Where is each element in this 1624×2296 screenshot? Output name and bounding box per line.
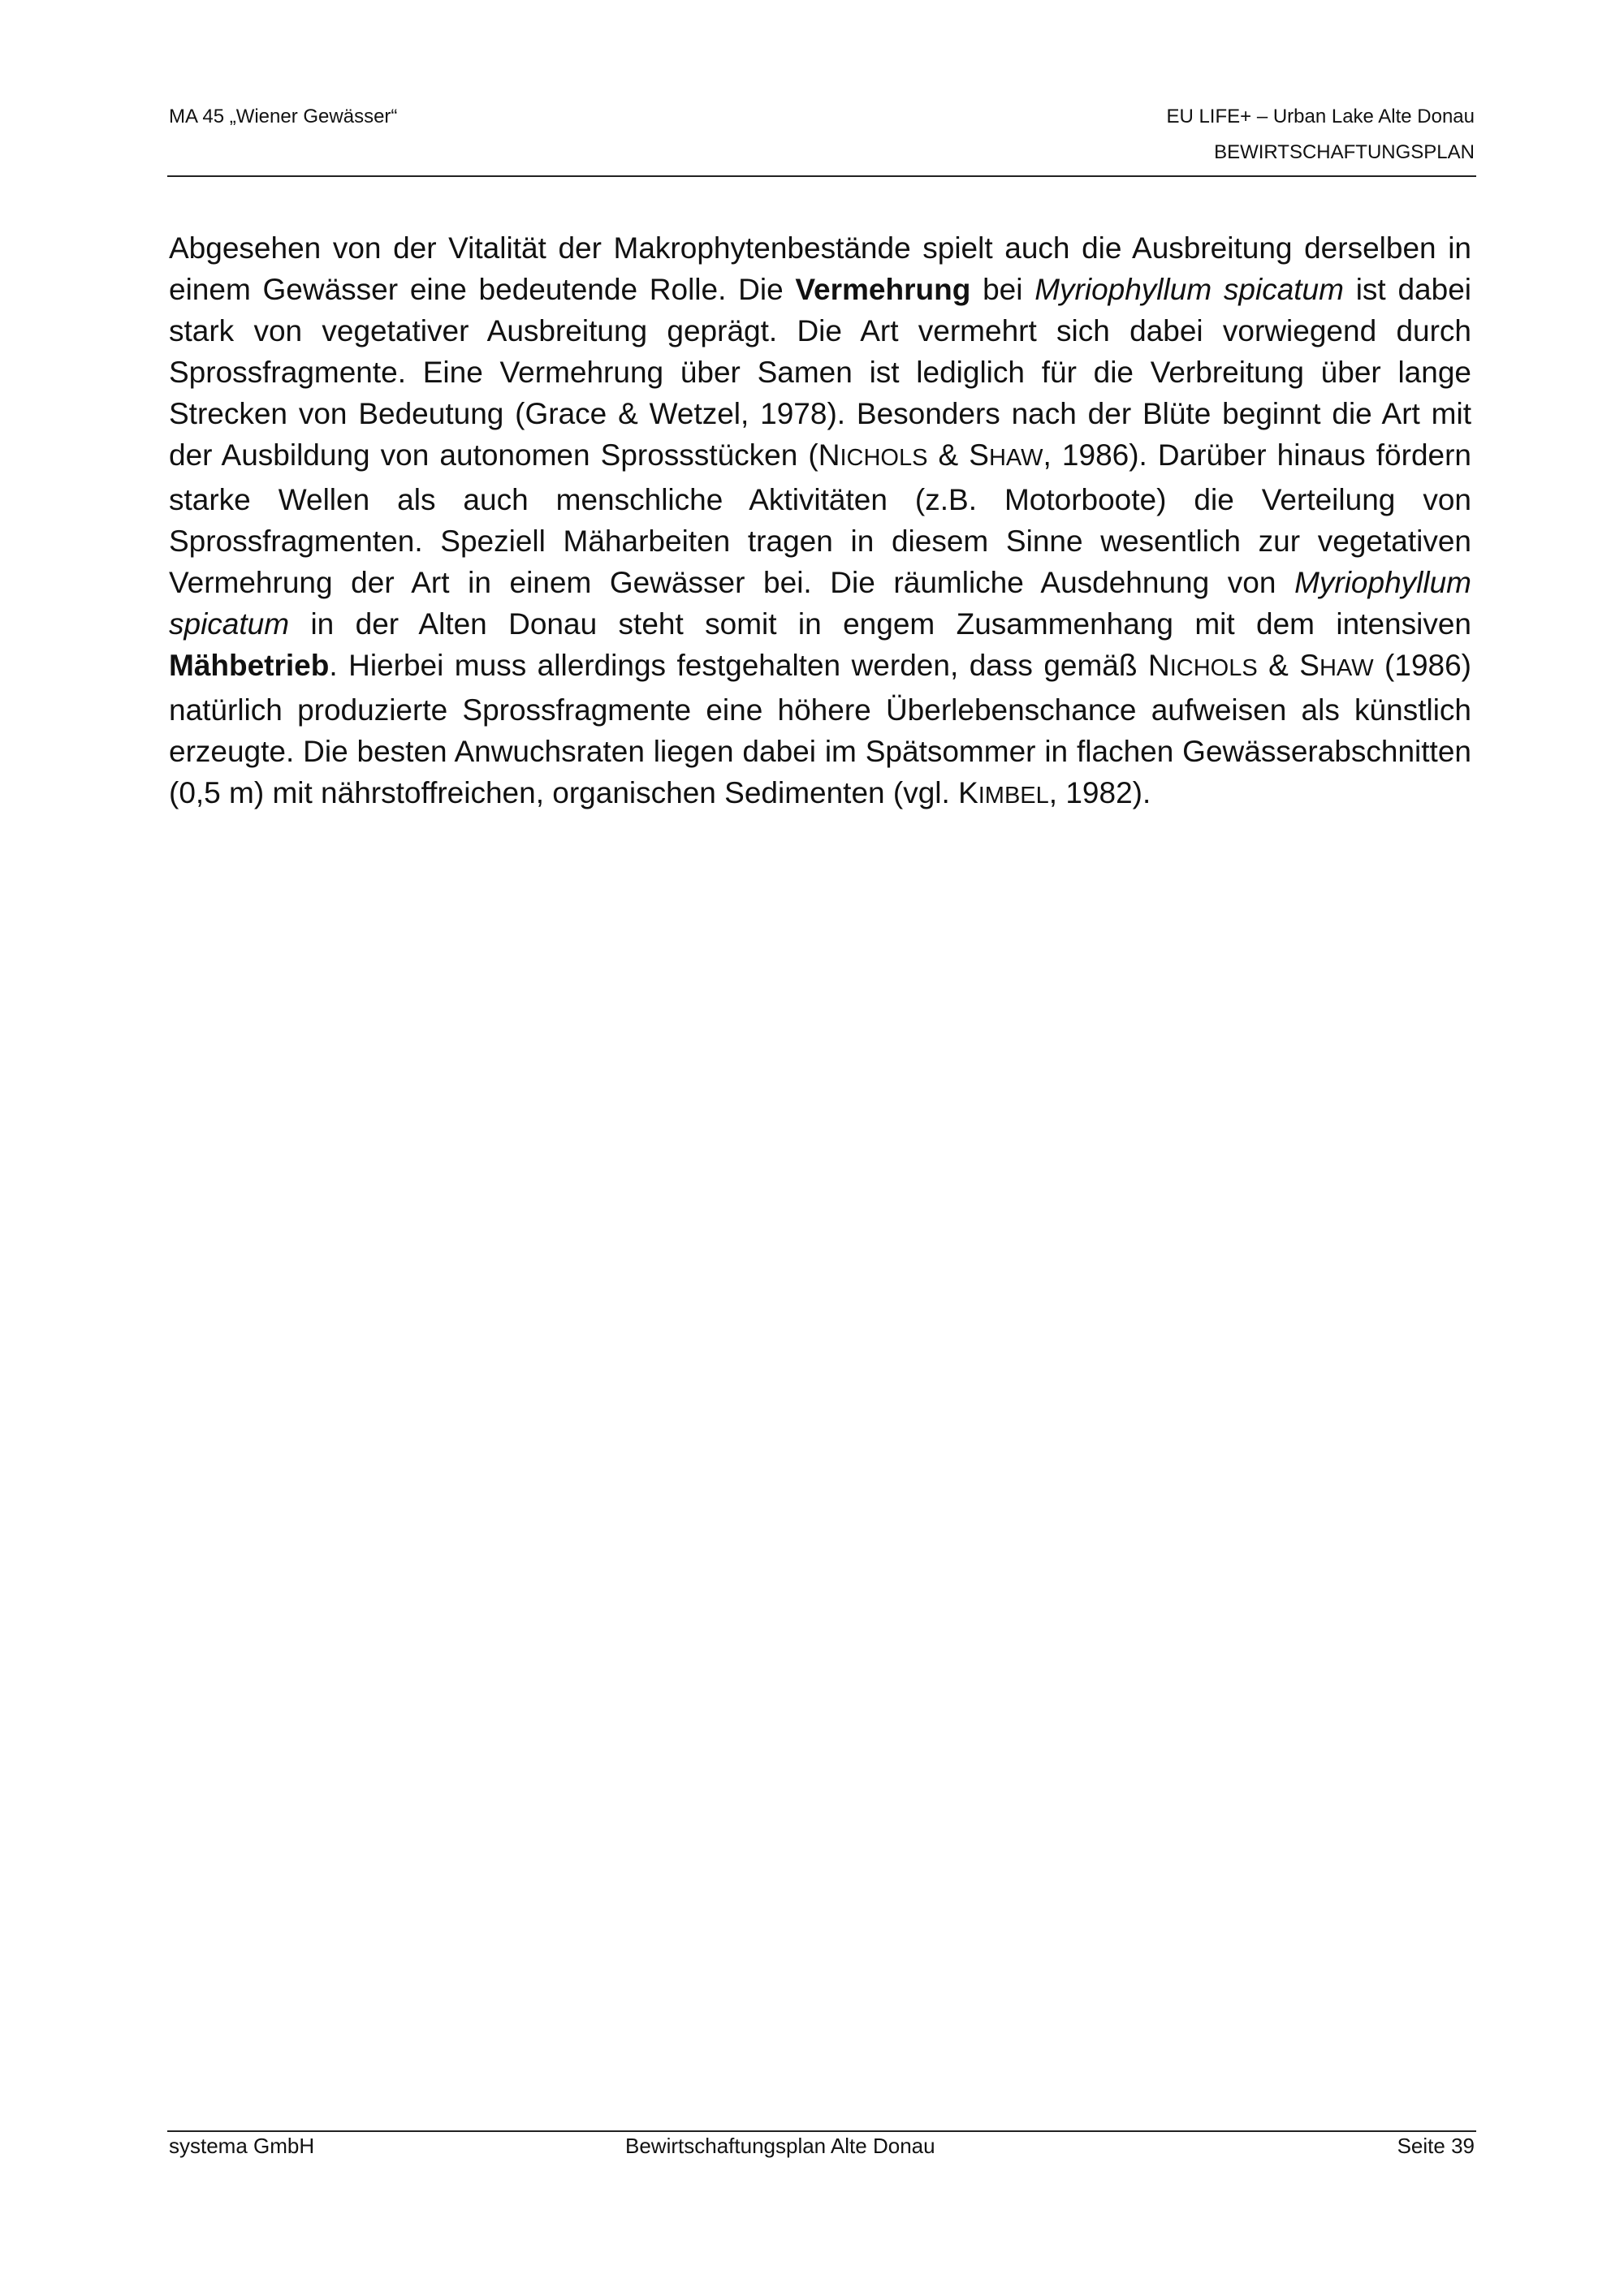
text-segment: (1986) natürlich produzierte Sprossfragmente eine höhere Überlebenschance aufweisen als künstlich erzeugte. Die besten Anwuchsraten liegen dabei im Spätsommer in flachen Gewässerabschnitten (0,5 m) mit nährstoffreichen, organischen Sedimenten (vgl. K: [169, 649, 1472, 809]
text-segment: , 1982).: [1048, 776, 1151, 809]
text-segment: ist dabei stark von vegetativer Ausbreitung geprägt. Die Art vermehrt sich dabei vorwiegend durch Sprossfragmente. Eine Vermehrung über Samen ist lediglich für die Verbreitung über lange Strecken von Bedeutung (Grace & Wetzel, 1978). Besonders nach der Blüte beginnt die Art mit der Ausbildung von autonomen Sprossstücken (N: [169, 273, 1471, 472]
header-document-type: BEWIRTSCHAFTUNGSPLAN: [1214, 141, 1475, 163]
species-name: Myriophyllum spicatum: [169, 566, 1471, 641]
header-divider: [167, 175, 1476, 177]
text-segment: & S: [927, 438, 989, 472]
header-organization: MA 45 „Wiener Gewässer“: [169, 106, 398, 127]
footer-company: systema GmbH: [169, 2134, 315, 2158]
header-project-title: EU LIFE+ – Urban Lake Alte Donau: [1166, 106, 1475, 127]
emphasis-maehbetrieb: Mähbetrieb: [169, 649, 330, 682]
footer-document-title: Bewirtschaftungsplan Alte Donau: [625, 2134, 935, 2158]
author-smallcaps: IMBEL: [978, 783, 1049, 809]
author-smallcaps: HAW: [988, 445, 1043, 471]
emphasis-vermehrung: Vermehrung: [795, 273, 971, 306]
author-smallcaps: HAW: [1319, 655, 1374, 681]
species-name: Myriophyllum spicatum: [1034, 273, 1344, 306]
body-paragraph: [169, 227, 1471, 817]
footer-divider: [167, 2130, 1476, 2132]
footer-page-number: Seite 39: [1397, 2134, 1475, 2158]
text-segment: in der Alten Donau steht somit in engem Zusammenhang mit dem intensiven: [289, 607, 1471, 641]
text-segment: Abgesehen von der Vitalität der Makrophytenbestände spielt auch die Ausbreitung derselben in einem Gewässer eine bedeutende Rolle. Die: [169, 231, 1471, 306]
text-segment: & S: [1257, 649, 1320, 682]
author-smallcaps: ICHOLS: [840, 445, 928, 471]
text-segment: . Hierbei muss allerdings festgehalten werden, dass gemäß N: [329, 649, 1170, 682]
text-segment: bei: [970, 273, 1035, 306]
author-smallcaps: ICHOLS: [1169, 655, 1258, 681]
text-segment: , 1986). Darüber hinaus fördern starke Wellen als auch menschliche Aktivitäten (z.B. Motorboote) die Verteilung von Sprossfragmenten. Speziell Mäharbeiten tragen in diesem Sinne wesentlich zur vegetativen Vermehrung der Art in einem Gewässer bei. Die räumliche Ausdehnung von: [169, 438, 1471, 599]
